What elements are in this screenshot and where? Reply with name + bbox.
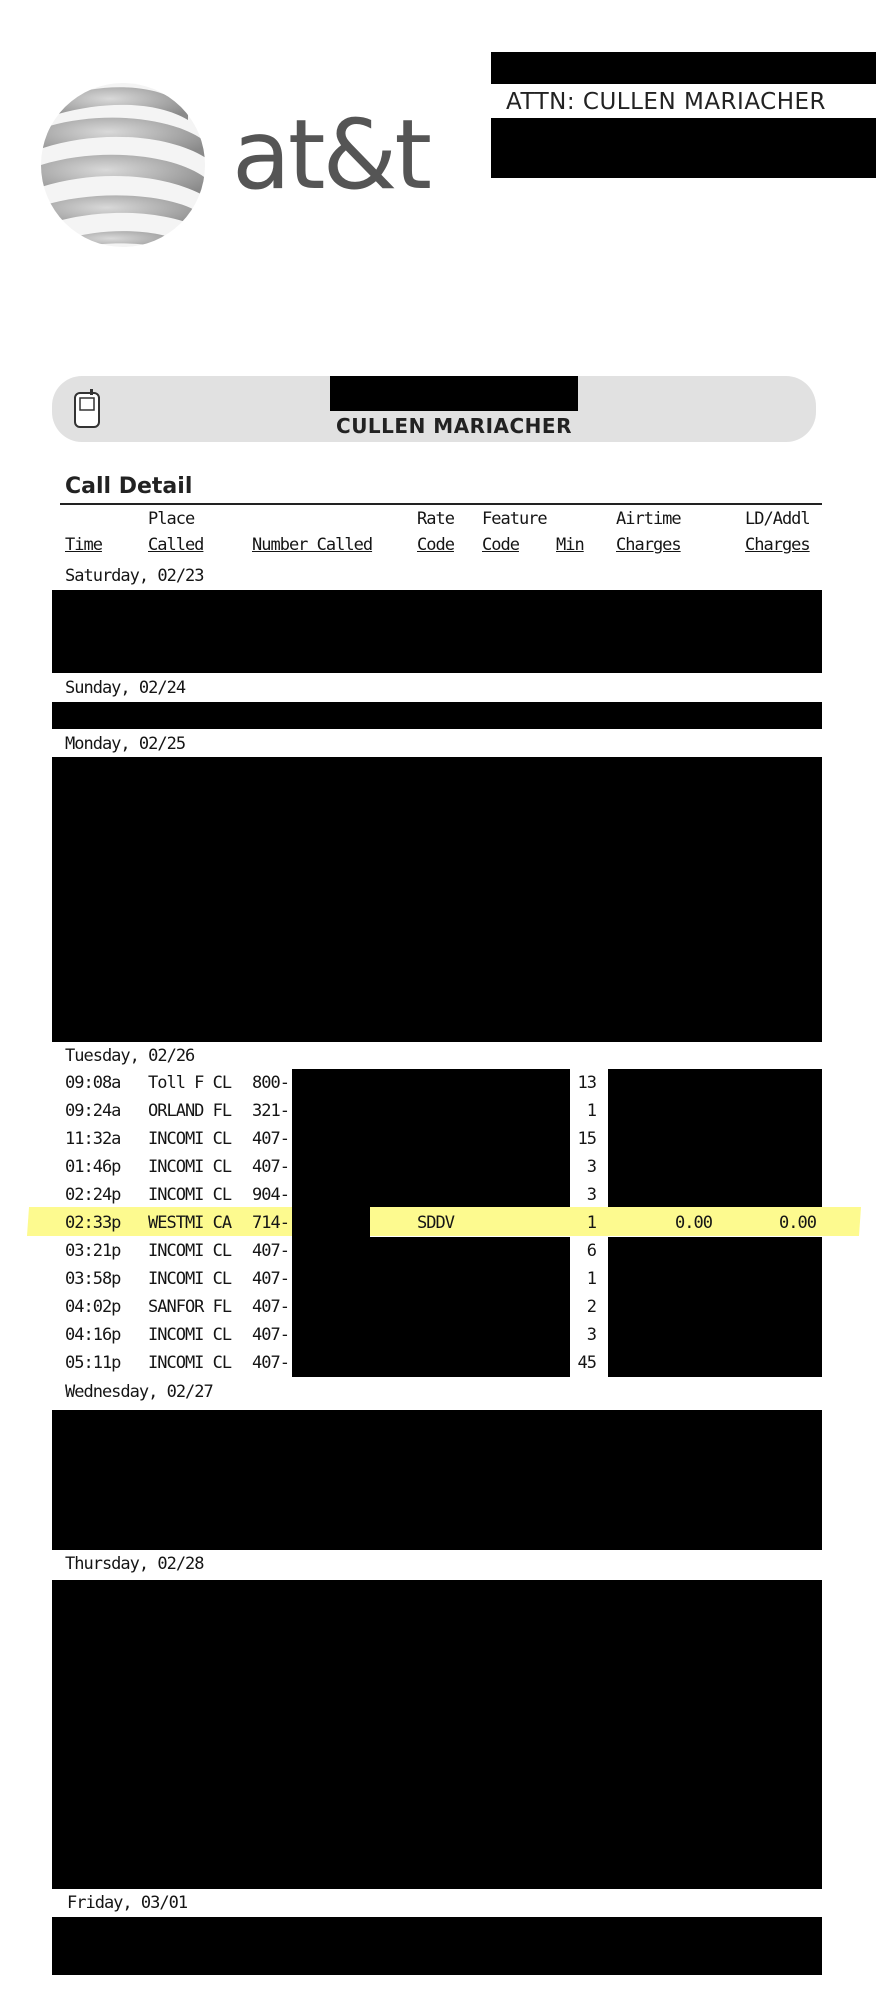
call-time: 03:21p [65, 1241, 121, 1261]
call-row [0, 1125, 876, 1153]
call-row [0, 1153, 876, 1181]
call-time: 01:46p [65, 1157, 121, 1177]
date-thursday: Thursday, 02/28 [65, 1554, 204, 1574]
call-number: 904- [252, 1185, 289, 1205]
att-wordmark: at&t [232, 99, 429, 211]
redaction-bar [52, 1410, 822, 1550]
redaction-bar [52, 590, 822, 673]
call-time: 04:16p [65, 1325, 121, 1345]
call-row [0, 1237, 876, 1265]
customer-name: CULLEN MARIACHER [336, 414, 572, 438]
call-minutes: 1 [586, 1213, 596, 1233]
call-place: INCOMI CL [148, 1353, 232, 1373]
call-number: 407- [252, 1297, 289, 1317]
date-saturday: Saturday, 02/23 [65, 566, 204, 586]
call-minutes: 6 [586, 1241, 596, 1261]
call-row [0, 1097, 876, 1125]
call-minutes: 1 [586, 1101, 596, 1121]
col-header-time: Time [65, 535, 102, 555]
call-place: ORLAND FL [148, 1101, 232, 1121]
call-time: 11:32a [65, 1129, 121, 1149]
section-divider [60, 503, 822, 505]
call-row [0, 1265, 876, 1293]
call-minutes: 13 [577, 1073, 596, 1093]
date-monday: Monday, 02/25 [65, 734, 186, 754]
call-minutes: 15 [577, 1129, 596, 1149]
call-place: INCOMI CL [148, 1269, 232, 1289]
call-time: 02:24p [65, 1185, 121, 1205]
col-header-feature-code: Feature Code [482, 509, 547, 555]
section-title: Call Detail [65, 474, 193, 499]
call-place: Toll F CL [148, 1073, 232, 1093]
date-sunday: Sunday, 02/24 [65, 678, 186, 698]
call-row [0, 1349, 876, 1377]
call-place: INCOMI CL [148, 1129, 232, 1149]
call-time: 05:11p [65, 1353, 121, 1373]
call-airtime-charges: 0.00 [675, 1213, 712, 1233]
redaction-bar [52, 1580, 822, 1889]
att-globe-logo [38, 80, 208, 250]
call-row [0, 1293, 876, 1321]
call-minutes: 3 [586, 1185, 596, 1205]
call-minutes: 3 [586, 1325, 596, 1345]
col-header-rate-code: Rate Code [417, 509, 454, 555]
call-time: 02:33p [65, 1213, 121, 1233]
call-number: 714- [252, 1213, 289, 1233]
call-time: 09:24a [65, 1101, 121, 1121]
col-header-min: Min [556, 535, 584, 555]
call-place: INCOMI CL [148, 1185, 232, 1205]
col-header-number-called: Number Called [252, 535, 373, 555]
call-number: 407- [252, 1129, 289, 1149]
redaction-bar [52, 1917, 822, 1975]
call-time: 09:08a [65, 1073, 121, 1093]
call-place: WESTMI CA [148, 1213, 232, 1233]
call-time: 04:02p [65, 1297, 121, 1317]
col-header-airtime-charges: Airtime Charges [616, 509, 681, 555]
redaction-bar [491, 52, 876, 84]
call-number: 407- [252, 1353, 289, 1373]
call-place: INCOMI CL [148, 1241, 232, 1261]
phone-icon [72, 388, 102, 430]
call-place: INCOMI CL [148, 1157, 232, 1177]
col-header-ld-charges: LD/Addl Charges [745, 509, 810, 555]
call-row [0, 1321, 876, 1349]
call-row-highlighted [0, 1209, 876, 1237]
date-wednesday: Wednesday, 02/27 [65, 1382, 213, 1402]
call-minutes: 2 [586, 1297, 596, 1317]
call-minutes: 1 [586, 1269, 596, 1289]
call-number: 407- [252, 1241, 289, 1261]
call-place: SANFOR FL [148, 1297, 232, 1317]
col-header-place-called: Place Called [148, 509, 204, 555]
call-number: 407- [252, 1269, 289, 1289]
redaction-bar [52, 702, 822, 729]
redaction-bar [330, 376, 578, 411]
call-place: INCOMI CL [148, 1325, 232, 1345]
date-friday: Friday, 03/01 [67, 1893, 188, 1913]
call-minutes: 3 [586, 1157, 596, 1177]
redaction-bar [52, 757, 822, 1042]
call-row [0, 1181, 876, 1209]
call-minutes: 45 [577, 1353, 596, 1373]
call-time: 03:58p [65, 1269, 121, 1289]
date-tuesday: Tuesday, 02/26 [65, 1046, 195, 1066]
attn-line: ATTN: CULLEN MARIACHER [506, 89, 827, 115]
call-ld-charges: 0.00 [779, 1213, 816, 1233]
call-number: 407- [252, 1157, 289, 1177]
call-number: 407- [252, 1325, 289, 1345]
call-number: 800- [252, 1073, 289, 1093]
call-number: 321- [252, 1101, 289, 1121]
redaction-bar [491, 118, 876, 178]
call-rate-code: SDDV [417, 1213, 454, 1233]
call-row [0, 1069, 876, 1097]
